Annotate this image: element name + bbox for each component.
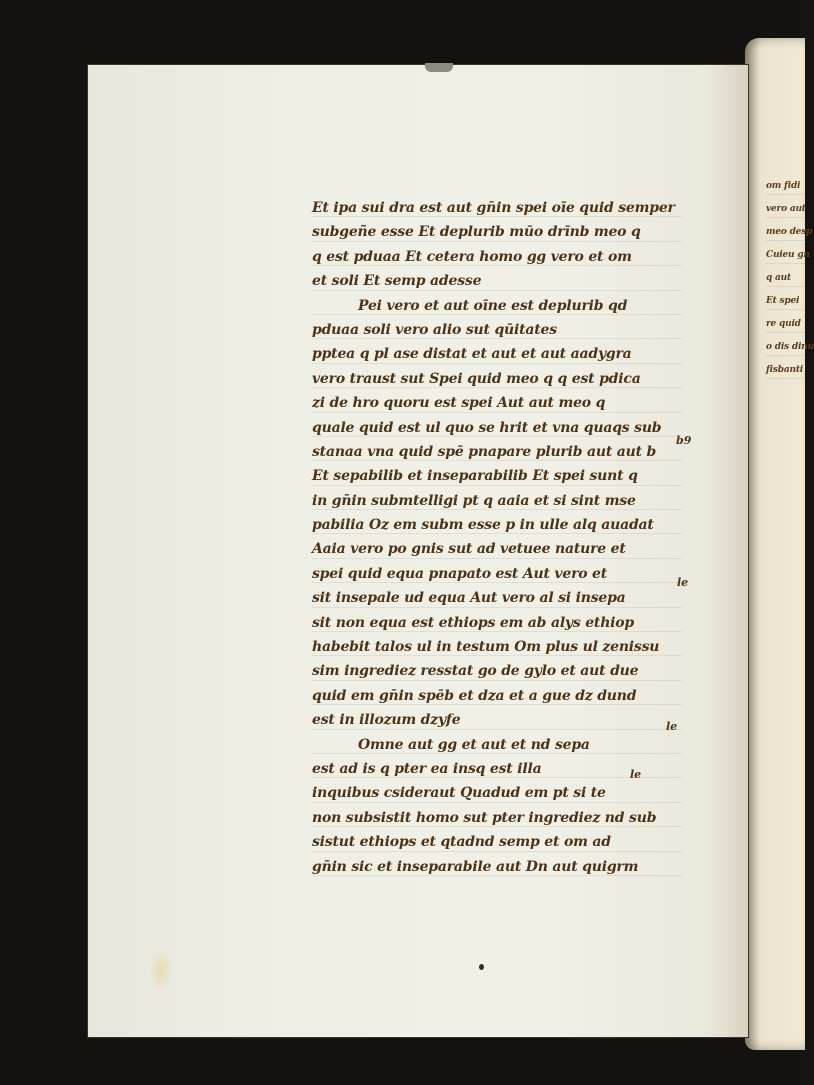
superscript-note: le [666, 720, 678, 733]
manuscript-line: et soli Et semp adesse [312, 269, 682, 293]
manuscript-line: pptea q pl ase distat et aut et aut aadygra [312, 342, 682, 366]
manuscript-line: quale quid est ul quo se hrit et vna quaqs sub [312, 416, 682, 440]
manuscript-line: Pei vero et aut oīne est deplurib qd [312, 294, 682, 318]
manuscript-line: pabilia Oz em subm esse p in ulle alq auadat [312, 513, 682, 537]
superscript-note: le [677, 576, 689, 589]
manuscript-text-block [312, 196, 692, 879]
manuscript-line: q est pduaa Et cetera homo gg vero et om [312, 245, 682, 269]
manuscript-page [88, 65, 748, 1037]
manuscript-line: subgeñe esse Et deplurib mūo drīnb meo q [312, 220, 682, 244]
ink-dot [479, 964, 484, 970]
facing-fragment: o dis dinu [766, 336, 806, 359]
manuscript-line: inquibus csideraut Quadud em pt si te [312, 781, 682, 805]
facing-fragment: Cuieu gn [766, 244, 806, 267]
manuscript-line: zi de hro quoru est spei Aut aut meo q [312, 391, 682, 415]
facing-fragment: meo desp [766, 221, 806, 244]
facing-fragment: fisbanti [766, 359, 806, 382]
manuscript-line: non subsistit homo sut pter ingrediez nd sub [312, 806, 682, 830]
facing-page-fragments [766, 175, 814, 382]
manuscript-line: Et sepabilib et inseparabilib Et spei sunt q [312, 464, 682, 488]
superscript-note: b9 [676, 434, 692, 447]
manuscript-line: sim ingrediez resstat go de gylo et aut due [312, 659, 682, 683]
facing-fragment: q aut [766, 267, 806, 290]
page-stain [150, 950, 172, 992]
page-tab-mark [425, 63, 453, 72]
manuscript-line: sistut ethiops et qtadnd semp et om ad [312, 830, 682, 854]
manuscript-line: sit insepale ud equa Aut vero al si insepa [312, 586, 682, 610]
manuscript-line: quid em gn̄in spēb et dza et a gue dz dund [312, 684, 682, 708]
manuscript-line: spei quid equa pnapato est Aut vero et [312, 562, 682, 586]
manuscript-line: est ad is q pter ea insq est illa [312, 757, 682, 781]
facing-fragment: Et spei [766, 290, 806, 313]
manuscript-line: habebit talos ul in testum Om plus ul zenissu [312, 635, 682, 659]
manuscript-line: vero traust sut Spei quid meo q q est pdica [312, 367, 682, 391]
manuscript-line: in gn̄in submtelligi pt q aaia et si sint mse [312, 489, 682, 513]
facing-fragment: re quid [766, 313, 806, 336]
superscript-note: le [630, 768, 642, 781]
manuscript-line: sit non equa est ethiops em ab alys ethiop [312, 611, 682, 635]
manuscript-line: gn̄in sic et inseparabile aut Dn aut quigrm [312, 855, 682, 879]
manuscript-line: Aaia vero po gnis sut ad vetuee nature et [312, 537, 682, 561]
facing-fragment: vero aut [766, 198, 806, 221]
facing-fragment: om fidi [766, 175, 806, 198]
manuscript-line: pduaa soli vero alio sut qūitates [312, 318, 682, 342]
manuscript-line: Omne aut gg et aut et nd sepa [312, 733, 682, 757]
manuscript-line: Et ipa sui dra est aut gn̄in spei oīe quid semper [312, 196, 682, 220]
manuscript-line: est in illozum dzyfe [312, 708, 682, 732]
manuscript-line: stanaa vna quid spē pnapare plurib aut aut b [312, 440, 682, 464]
